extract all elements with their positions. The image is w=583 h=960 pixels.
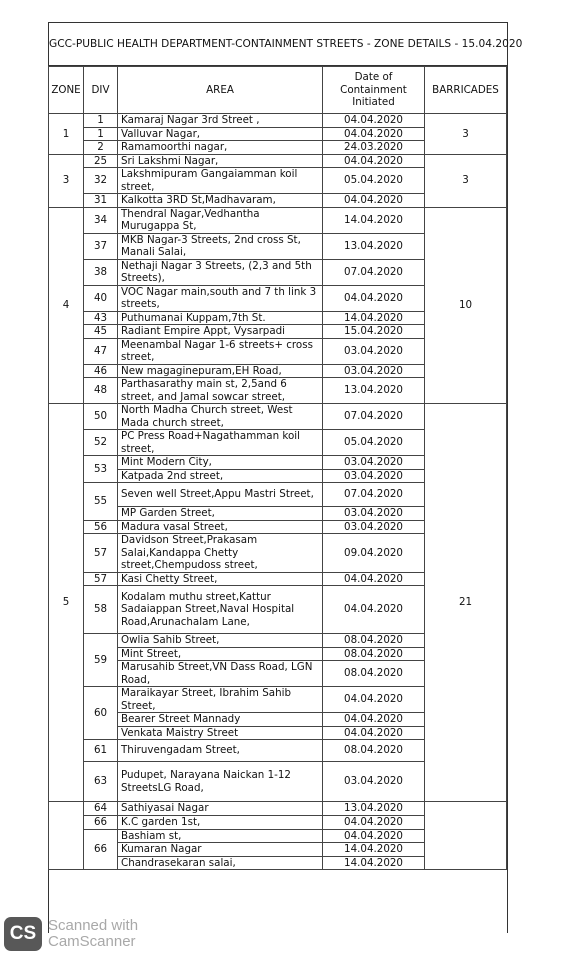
- date-cell: 03.04.2020: [323, 456, 425, 470]
- zone-cell: 1: [49, 114, 84, 155]
- div-cell: 61: [84, 740, 118, 762]
- area-cell: Mint Street,: [118, 647, 323, 661]
- div-cell: 1: [84, 127, 118, 141]
- date-cell: 09.04.2020: [323, 534, 425, 573]
- table-row: [49, 404, 507, 430]
- barricades-cell: 3: [425, 114, 507, 155]
- date-cell: 15.04.2020: [323, 325, 425, 339]
- header-div: DIV: [84, 67, 118, 114]
- date-cell: 08.04.2020: [323, 661, 425, 687]
- table-body: [49, 114, 507, 870]
- area-cell: Thiruvengadam Street,: [118, 740, 323, 762]
- div-cell: 34: [84, 207, 118, 233]
- area-cell: Kamaraj Nagar 3rd Street ,: [118, 114, 323, 128]
- date-cell: 07.04.2020: [323, 259, 425, 285]
- area-cell: Kalkotta 3RD St,Madhavaram,: [118, 194, 323, 208]
- div-cell: 47: [84, 338, 118, 364]
- area-cell: Nethaji Nagar 3 Streets, (2,3 and 5th Streets),: [118, 259, 323, 285]
- watermark-line1: Scanned with: [48, 917, 139, 934]
- div-cell: 25: [84, 154, 118, 168]
- div-cell: 48: [84, 378, 118, 404]
- area-cell: MKB Nagar-3 Streets, 2nd cross St, Manali Salai,: [118, 233, 323, 259]
- area-cell: Pudupet, Narayana Naickan 1-12 StreetsLG Road,: [118, 762, 323, 802]
- area-cell: Davidson Street,Prakasam Salai,Kandappa Chetty street,Chempudoss street,: [118, 534, 323, 573]
- area-cell: Kumaran Nagar: [118, 843, 323, 857]
- area-cell: Parthasarathy main st, 2,5and 6 street, and Jamal sowcar street,: [118, 378, 323, 404]
- date-cell: 03.04.2020: [323, 469, 425, 483]
- date-cell: 04.04.2020: [323, 816, 425, 830]
- div-cell: 43: [84, 311, 118, 325]
- area-cell: North Madha Church street, West Mada church street,: [118, 404, 323, 430]
- date-cell: 14.04.2020: [323, 856, 425, 870]
- date-cell: 07.04.2020: [323, 483, 425, 507]
- date-cell: 03.04.2020: [323, 762, 425, 802]
- date-cell: 08.04.2020: [323, 647, 425, 661]
- area-cell: Sri Lakshmi Nagar,: [118, 154, 323, 168]
- date-cell: 03.04.2020: [323, 364, 425, 378]
- area-cell: Katpada 2nd street,: [118, 469, 323, 483]
- div-cell: 50: [84, 404, 118, 430]
- zone-cell: 4: [49, 207, 84, 404]
- date-cell: 04.04.2020: [323, 687, 425, 713]
- table-row: [49, 207, 507, 233]
- date-cell: 03.04.2020: [323, 507, 425, 521]
- area-cell: Madura vasal Street,: [118, 520, 323, 534]
- watermark-line2: CamScanner: [48, 933, 136, 950]
- div-cell: 59: [84, 634, 118, 687]
- table-row: [49, 802, 507, 816]
- div-cell: 53: [84, 456, 118, 483]
- date-cell: 14.04.2020: [323, 207, 425, 233]
- date-cell: 05.04.2020: [323, 168, 425, 194]
- area-cell: Seven well Street,Appu Mastri Street,: [118, 483, 323, 507]
- div-cell: 2: [84, 141, 118, 155]
- scanned-document: [48, 22, 523, 933]
- area-cell: Lakshmipuram Gangaiamman koil street,: [118, 168, 323, 194]
- date-cell: 08.04.2020: [323, 634, 425, 648]
- date-cell: 04.04.2020: [323, 154, 425, 168]
- document-title: GCC-PUBLIC HEALTH DEPARTMENT-CONTAINMENT STREETS - ZONE DETAILS - 15.04.2020: [49, 23, 507, 66]
- area-cell: Meenambal Nagar 1-6 streets+ cross street,: [118, 338, 323, 364]
- header-barricades: BARRICADES: [425, 67, 507, 114]
- area-cell: Ramamoorthi nagar,: [118, 141, 323, 155]
- date-cell: 08.04.2020: [323, 740, 425, 762]
- date-cell: 04.04.2020: [323, 726, 425, 740]
- div-cell: 58: [84, 586, 118, 634]
- div-cell: 40: [84, 285, 118, 311]
- header-area: AREA: [118, 67, 323, 114]
- div-cell: 56: [84, 520, 118, 534]
- date-cell: 13.04.2020: [323, 233, 425, 259]
- div-cell: 66: [84, 829, 118, 870]
- div-cell: 60: [84, 687, 118, 740]
- header-zone: ZONE: [49, 67, 84, 114]
- area-cell: Venkata Maistry Street: [118, 726, 323, 740]
- date-cell: 04.04.2020: [323, 713, 425, 727]
- date-cell: 03.04.2020: [323, 520, 425, 534]
- table-row: [49, 114, 507, 128]
- area-cell: MP Garden Street,: [118, 507, 323, 521]
- date-cell: 04.04.2020: [323, 127, 425, 141]
- div-cell: 57: [84, 534, 118, 573]
- area-cell: PC Press Road+Nagathamman koil street,: [118, 430, 323, 456]
- table-row: [49, 154, 507, 168]
- area-cell: VOC Nagar main,south and 7 th link 3 streets,: [118, 285, 323, 311]
- area-cell: New magaginepuram,EH Road,: [118, 364, 323, 378]
- zone-cell: [49, 802, 84, 870]
- div-cell: 31: [84, 194, 118, 208]
- date-cell: 13.04.2020: [323, 378, 425, 404]
- header-row: [49, 67, 507, 114]
- area-cell: Radiant Empire Appt, Vysarpadi: [118, 325, 323, 339]
- div-cell: 37: [84, 233, 118, 259]
- area-cell: Sathiyasai Nagar: [118, 802, 323, 816]
- area-cell: Valluvar Nagar,: [118, 127, 323, 141]
- area-cell: Mint Modern City,: [118, 456, 323, 470]
- div-cell: 63: [84, 762, 118, 802]
- area-cell: Chandrasekaran salai,: [118, 856, 323, 870]
- date-cell: 04.04.2020: [323, 285, 425, 311]
- date-cell: 04.04.2020: [323, 194, 425, 208]
- date-cell: 24.03.2020: [323, 141, 425, 155]
- header-date: Date of Containment Initiated: [323, 67, 425, 114]
- zone-cell: 5: [49, 404, 84, 802]
- date-cell: 04.04.2020: [323, 829, 425, 843]
- date-cell: 04.04.2020: [323, 114, 425, 128]
- area-cell: Bearer Street Mannady: [118, 713, 323, 727]
- date-cell: 04.04.2020: [323, 572, 425, 586]
- date-cell: 07.04.2020: [323, 404, 425, 430]
- area-cell: Kasi Chetty Street,: [118, 572, 323, 586]
- barricades-cell: 21: [425, 404, 507, 802]
- barricades-cell: 10: [425, 207, 507, 404]
- date-cell: 05.04.2020: [323, 430, 425, 456]
- div-cell: 66: [84, 816, 118, 830]
- div-cell: 55: [84, 483, 118, 521]
- date-cell: 03.04.2020: [323, 338, 425, 364]
- area-cell: Puthumanai Kuppam,7th St.: [118, 311, 323, 325]
- div-cell: 45: [84, 325, 118, 339]
- date-cell: 14.04.2020: [323, 843, 425, 857]
- date-cell: 04.04.2020: [323, 586, 425, 634]
- area-cell: Thendral Nagar,Vedhantha Murugappa St,: [118, 207, 323, 233]
- div-cell: 1: [84, 114, 118, 128]
- barricades-cell: [425, 802, 507, 870]
- div-cell: 38: [84, 259, 118, 285]
- barricades-cell: 3: [425, 154, 507, 207]
- div-cell: 57: [84, 572, 118, 586]
- area-cell: Bashiam st,: [118, 829, 323, 843]
- area-cell: Owlia Sahib Street,: [118, 634, 323, 648]
- date-cell: 13.04.2020: [323, 802, 425, 816]
- containment-table: [48, 66, 507, 870]
- area-cell: Kodalam muthu street,Kattur Sadaiappan Street,Naval Hospital Road,Arunachalam Lane,: [118, 586, 323, 634]
- camscanner-logo: CS: [4, 917, 42, 951]
- area-cell: K.C garden 1st,: [118, 816, 323, 830]
- area-cell: Marusahib Street,VN Dass Road, LGN Road,: [118, 661, 323, 687]
- div-cell: 64: [84, 802, 118, 816]
- div-cell: 52: [84, 430, 118, 456]
- area-cell: Maraikayar Street, Ibrahim Sahib Street,: [118, 687, 323, 713]
- date-cell: 14.04.2020: [323, 311, 425, 325]
- div-cell: 46: [84, 364, 118, 378]
- div-cell: 32: [84, 168, 118, 194]
- camscanner-watermark: [4, 914, 138, 954]
- zone-cell: 3: [49, 154, 84, 207]
